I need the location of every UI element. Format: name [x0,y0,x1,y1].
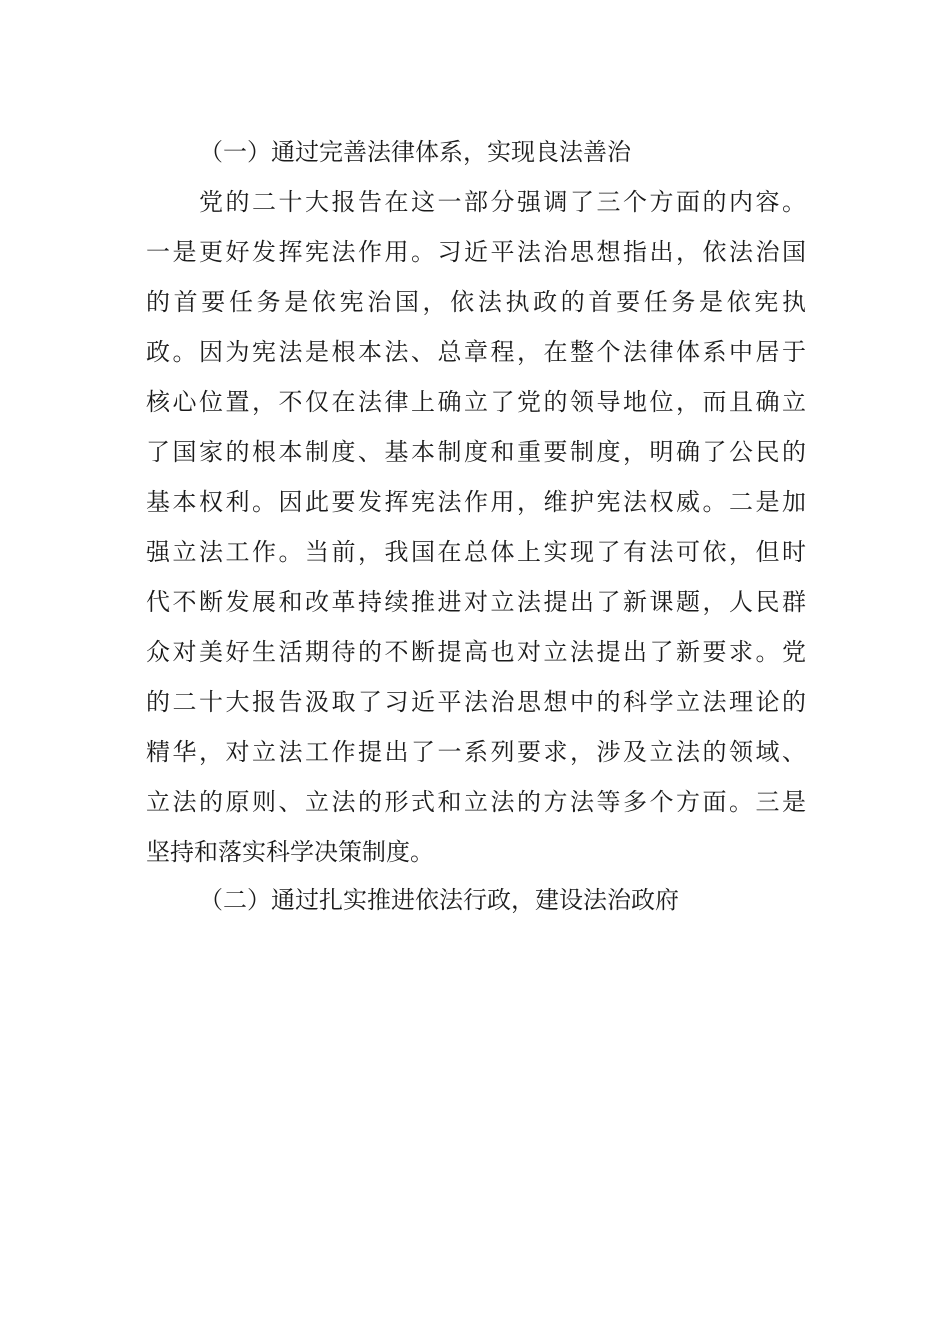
paragraph-line-11: 的二十大报告汲取了习近平法治思想中的科学立法理论的 [146,688,806,716]
paragraph-line-3: 的首要任务是依宪治国，依法执政的首要任务是依宪执 [146,288,806,316]
paragraph-line-12: 精华，对立法工作提出了一系列要求，涉及立法的领域、 [146,738,806,766]
paragraph-line-4: 政。因为宪法是根本法、总章程，在整个法律体系中居于 [146,338,806,366]
section-heading-1: （一）通过完善法律体系，实现良法善治 [199,138,631,166]
paragraph-line-14: 坚持和落实科学决策制度。 [146,838,434,866]
paragraph-line-2: 一是更好发挥宪法作用。习近平法治思想指出，依法治国 [146,238,806,266]
paragraph-line-7: 基本权利。因此要发挥宪法作用，维护宪法权威。二是加 [146,488,806,516]
paragraph-line-8: 强立法工作。当前，我国在总体上实现了有法可依，但时 [146,538,806,566]
paragraph-line-5: 核心位置，不仅在法律上确立了党的领导地位，而且确立 [146,388,806,416]
section-heading-2: （二）通过扎实推进依法行政，建设法治政府 [199,886,679,914]
paragraph-line-10: 众对美好生活期待的不断提高也对立法提出了新要求。党 [146,638,806,666]
paragraph-line-9: 代不断发展和改革持续推进对立法提出了新课题，人民群 [146,588,806,616]
paragraph-line-13: 立法的原则、立法的形式和立法的方法等多个方面。三是 [146,788,806,816]
paragraph-line-6: 了国家的根本制度、基本制度和重要制度，明确了公民的 [146,438,806,466]
paragraph-line-1: 党的二十大报告在这一部分强调了三个方面的内容。 [199,188,806,216]
